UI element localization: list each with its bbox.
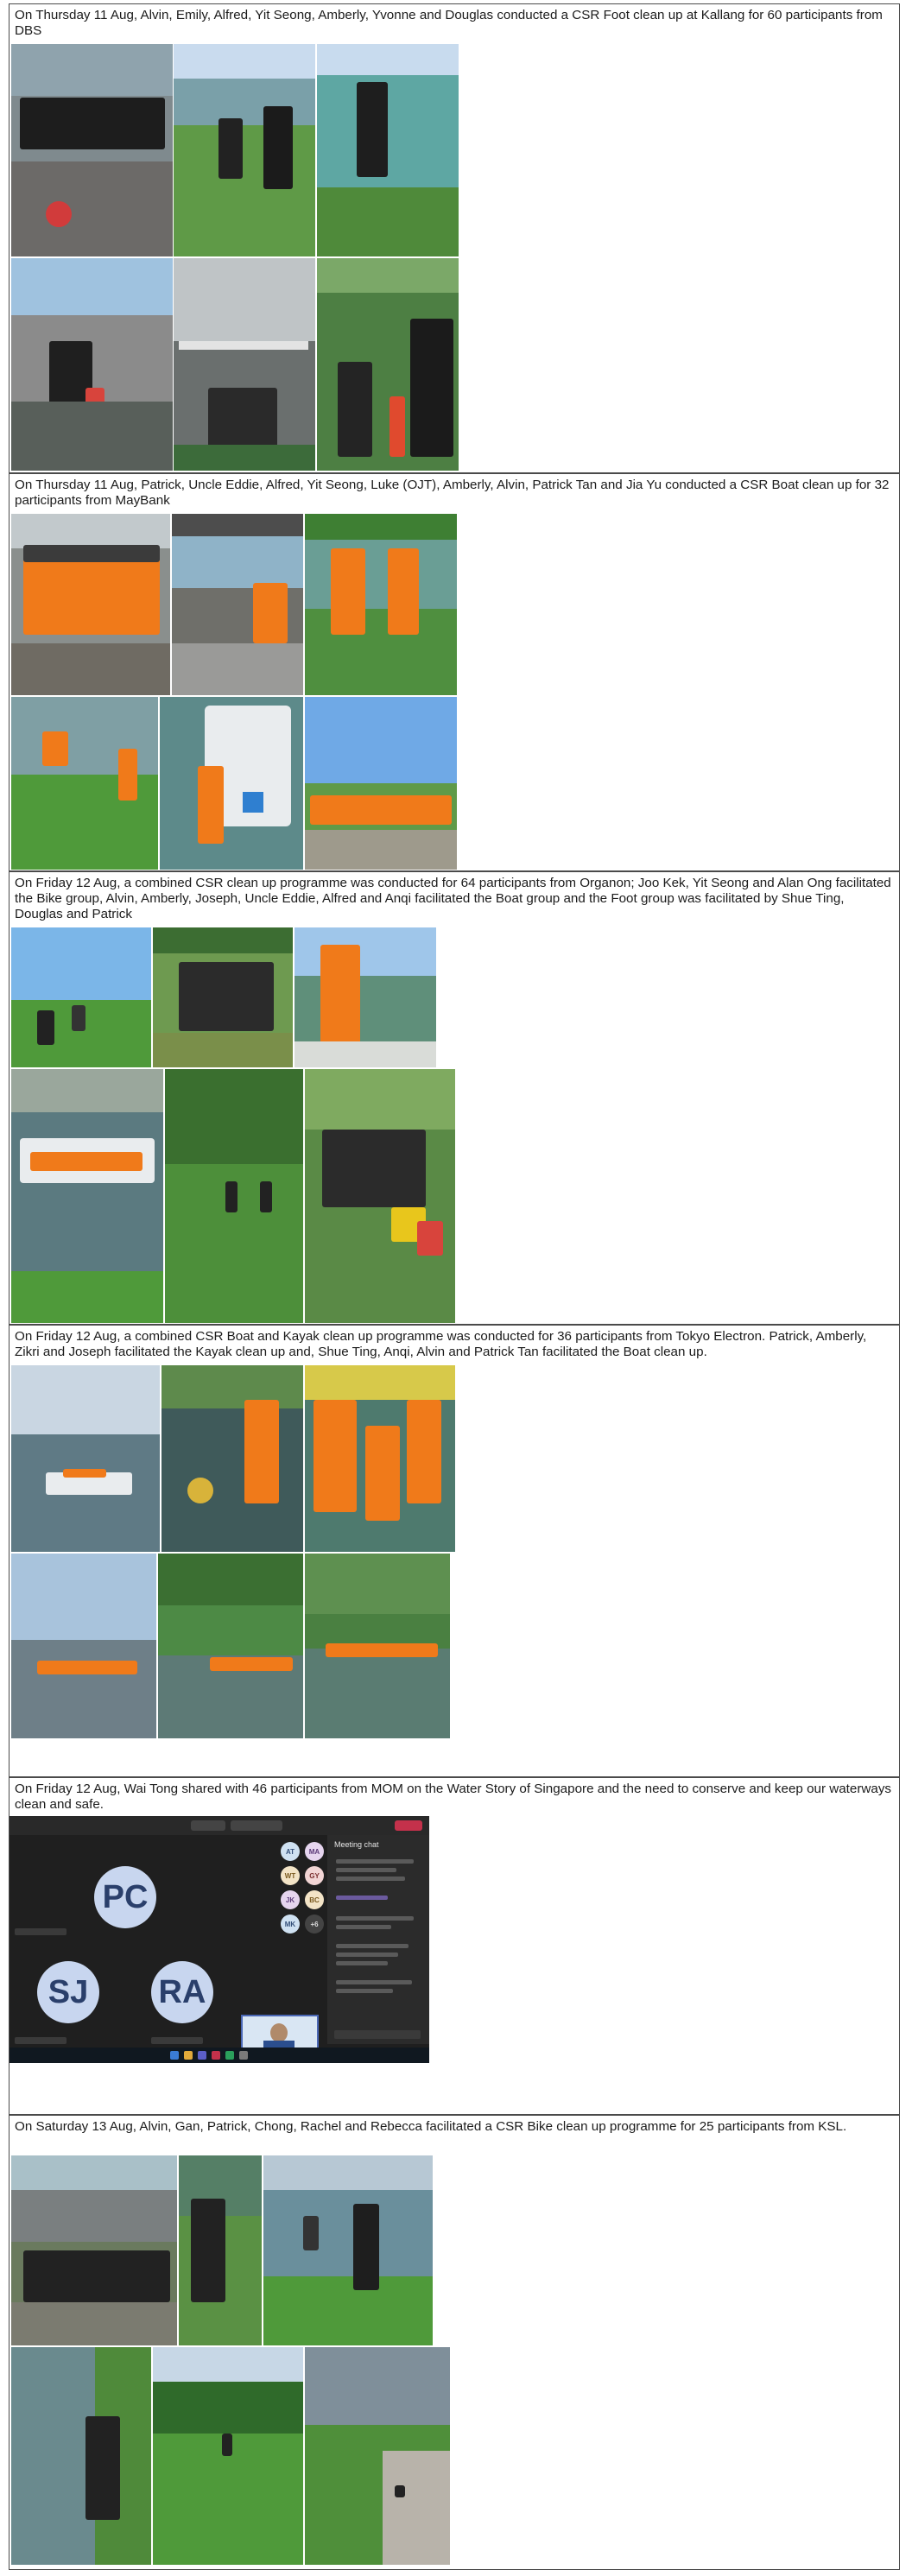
photo-walking-bank: [11, 697, 158, 870]
section-organon-combined-cleanup: [9, 871, 900, 1325]
section-dbs-foot-cleanup: [9, 3, 900, 473]
section-caption: On Friday 12 Aug, Wai Tong shared with 46 participants from MOM on the Water Story of Singapore and the need to conserve and keep our waterways clean and safe.: [15, 1782, 892, 1812]
photo-roadside-cleanup: [11, 258, 173, 471]
mini-avatar: GY: [305, 1866, 324, 1885]
photo-lake-walkers: [263, 2155, 433, 2345]
photo-trash-bags-group: [305, 1069, 455, 1323]
photo-bank-crouching: [11, 2347, 151, 2565]
report-page: [9, 3, 902, 2570]
photo-boat-lake: [11, 1365, 160, 1552]
section-maybank-boat-cleanup: [9, 473, 900, 871]
photo-grass-field: [153, 2347, 303, 2565]
photo-boat-crew: [305, 1365, 455, 1552]
photo-net-scooping: [162, 1365, 303, 1552]
section-tokyo-electron-boat-kayak: [9, 1325, 900, 1777]
section-caption: On Friday 12 Aug, a combined CSR clean up programme was conducted for 64 participants from Organon; Joo Kek, Yit Seong and Alan Ong facilitated the Bike group, Alvin, Amberly, Joseph, Uncle Eddie, Alfred and Anqi facilitated the Boat group and the Foot group was facilitated by Shue Ting, Douglas and Patrick: [15, 876, 891, 921]
mini-avatar: +6: [305, 1915, 324, 1934]
photo-lawn-foot-group: [165, 1069, 303, 1323]
photo-bank-netting: [305, 514, 457, 695]
photo-boat-deck: [172, 514, 303, 695]
section-ksl-bike-cleanup: [9, 2115, 900, 2570]
photo-red-bags-group: [317, 258, 459, 471]
section-caption: On Thursday 11 Aug, Patrick, Uncle Eddie, Alfred, Yit Seong, Luke (OJT), Amberly, Alvin, Patrick Tan and Jia Yu conducted a CSR Boat clean up for 32 participants from MayBank: [15, 478, 890, 508]
photo-shelter-canopy: [174, 258, 315, 471]
mini-avatar: WT: [281, 1866, 300, 1885]
participant-avatar-sj: SJ: [37, 1961, 99, 2023]
photo-boat-on-water: [11, 1069, 163, 1323]
photo-waterside-fishing: [317, 44, 459, 256]
section-caption: On Friday 12 Aug, a combined CSR Boat and Kayak clean up programme was conducted for 36 participants from Tokyo Electron. Patrick, Amberly, Zikri and Joseph facilitated the Kayak clean up and, Shue Ting, Anqi, Alvin and Patrick Tan facilitated the Boat clean up.: [15, 1329, 867, 1359]
photo-kayak-paddling: [305, 1554, 450, 1738]
photo-kayak-pair: [158, 1554, 303, 1738]
meeting-toolbar: [10, 1816, 429, 1835]
participant-avatar-pc: PC: [94, 1866, 156, 1928]
photo-bike-group-city: [11, 927, 151, 1067]
chat-title: Meeting chat: [334, 1840, 379, 1849]
photo-group-lifevests: [11, 514, 170, 695]
section-mom-water-story: [9, 1777, 900, 2115]
section-caption: On Thursday 11 Aug, Alvin, Emily, Alfred, Yit Seong, Amberly, Yvonne and Douglas conducted a CSR Foot clean up at Kallang for 60 participants from DBS: [15, 8, 883, 38]
online-meeting-screenshot: [10, 1816, 429, 2063]
windows-taskbar: [10, 2048, 429, 2063]
meeting-chat-panel: [327, 1835, 429, 2044]
photo-boat-bins: [160, 697, 303, 870]
mini-avatar: JK: [281, 1890, 300, 1909]
photo-city-path: [305, 2347, 450, 2565]
mini-avatar: AT: [281, 1842, 300, 1861]
photo-group-shot: [11, 44, 173, 256]
mini-avatar: MK: [281, 1915, 300, 1934]
mini-avatar: MA: [305, 1842, 324, 1861]
photo-bike-group: [11, 2155, 177, 2345]
photo-kayak-group: [11, 1554, 156, 1738]
participant-avatar-ra: RA: [151, 1961, 213, 2023]
photo-bank-picking: [179, 2155, 262, 2345]
leave-button[interactable]: [395, 1820, 422, 1831]
mini-avatar: BC: [305, 1890, 324, 1909]
photo-boat-scooping: [294, 927, 436, 1067]
photo-group-palms: [305, 697, 457, 870]
participant-grid: [281, 1842, 326, 1963]
photo-volunteer-picking: [174, 44, 315, 256]
photo-park-foot-group: [153, 927, 293, 1067]
section-caption: On Saturday 13 Aug, Alvin, Gan, Patrick, Chong, Rachel and Rebecca facilitated a CSR Bike clean up programme for 25 participants from KSL.: [15, 2119, 847, 2134]
